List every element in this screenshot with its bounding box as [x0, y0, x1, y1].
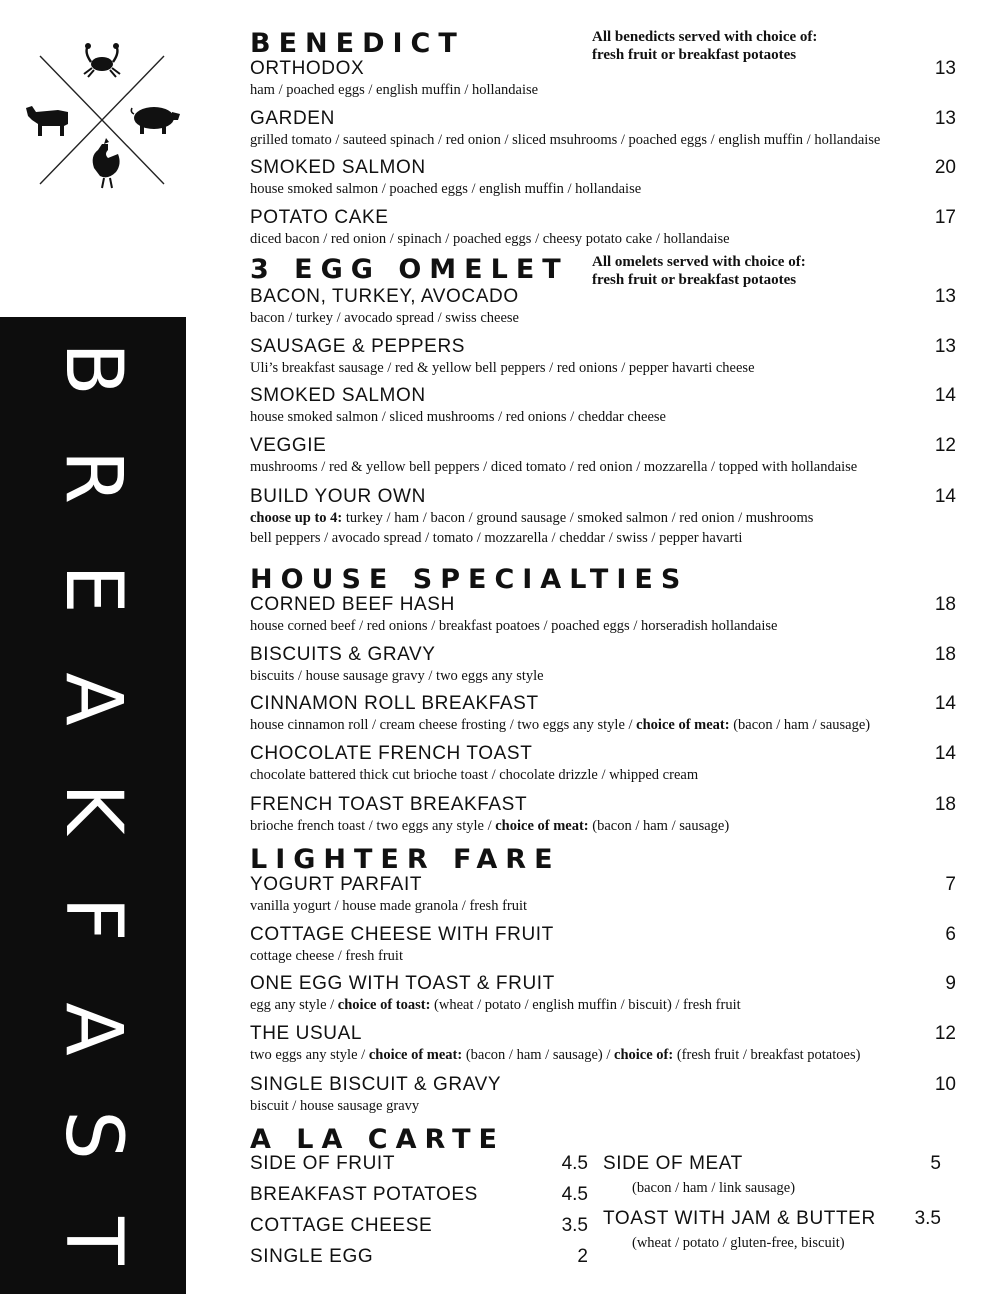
carte-item: [603, 1208, 941, 1230]
sidebar-letter: S: [48, 1110, 138, 1160]
item-price: 14: [934, 693, 956, 714]
item-description: diced bacon / red onion / spinach / poached eggs / cheesy potato cake / hollandaise: [250, 231, 730, 247]
item-description: (bacon / ham / link sausage): [632, 1180, 796, 1196]
item-price: 3.5: [914, 1208, 941, 1229]
item-price: 6: [945, 924, 956, 945]
item-name: POTATO CAKE: [250, 207, 389, 228]
item-price: 14: [934, 743, 956, 764]
sidebar-letter: F: [48, 896, 138, 942]
item-name: VEGGIE: [250, 435, 327, 456]
crab-icon: [84, 43, 120, 77]
item-name: FRENCH TOAST BREAKFAST: [250, 794, 528, 815]
item-name: ONE EGG WITH TOAST & FRUIT: [250, 973, 555, 994]
item-price: 7: [945, 874, 956, 895]
sidebar-letter: A: [48, 672, 138, 726]
menu-item: [250, 286, 956, 328]
item-price: 13: [934, 286, 956, 307]
item-description: vanilla yogurt / house made granola / fresh fruit: [250, 898, 528, 914]
item-name: BACON, TURKEY, AVOCADO: [250, 286, 519, 307]
pig-icon: [131, 107, 180, 134]
sidebar-letter: B: [48, 342, 138, 396]
item-description: bacon / turkey / avocado spread / swiss cheese: [250, 310, 519, 326]
item-price: 12: [934, 1023, 956, 1044]
item-name: CHOCOLATE FRENCH TOAST: [250, 743, 533, 764]
section-title-omelet: 3 EGG OMELET: [250, 254, 569, 285]
item-description: grilled tomato / sauteed spinach / red onion / sliced msuhrooms / poached eggs / english muffin / hollandaise: [250, 132, 881, 148]
item-name: BREAKFAST POTATOES: [250, 1184, 478, 1205]
item-name: TOAST WITH JAM & BUTTER: [603, 1208, 876, 1229]
item-name: ORTHODOX: [250, 58, 365, 79]
item-description: cottage cheese / fresh fruit: [250, 948, 403, 964]
menu-item: [250, 58, 956, 100]
item-name: BUILD YOUR OWN: [250, 486, 426, 507]
item-name: SAUSAGE & PEPPERS: [250, 336, 466, 357]
menu-item: [250, 644, 956, 686]
item-price: 13: [934, 108, 956, 129]
item-name: SIDE OF MEAT: [603, 1153, 743, 1174]
section-title-house-specialties: HOUSE SPECIALTIES: [250, 564, 689, 595]
item-name: GARDEN: [250, 108, 335, 129]
chicken-icon: [93, 138, 120, 188]
item-price: 10: [934, 1074, 956, 1095]
menu-item: [250, 1074, 956, 1116]
item-price: 12: [934, 435, 956, 456]
menu-item: [250, 794, 956, 836]
section-title-benedict: BENEDICT: [250, 28, 465, 59]
item-price: 4.5: [561, 1184, 588, 1205]
item-description: Uli’s breakfast sausage / red & yellow bell peppers / red onions / pepper havarti cheese: [250, 360, 755, 376]
item-price: 13: [934, 336, 956, 357]
sidebar-letter: E: [48, 564, 138, 614]
menu-item: [250, 486, 956, 548]
item-name: SIDE OF FRUIT: [250, 1153, 396, 1174]
item-description: biscuits / house sausage gravy / two eggs any style: [250, 668, 544, 684]
item-price: 9: [945, 973, 956, 994]
item-price: 3.5: [561, 1215, 588, 1236]
sidebar-letter: T: [48, 1217, 138, 1265]
item-name: COTTAGE CHEESE WITH FRUIT: [250, 924, 554, 945]
menu-item: [250, 693, 956, 735]
item-name: SMOKED SALMON: [250, 385, 426, 406]
section-title-lighter-fare: LIGHTER FARE: [250, 844, 561, 875]
breakfast-sidebar: [0, 317, 186, 1294]
item-description: biscuit / house sausage gravy: [250, 1098, 420, 1114]
item-price: 13: [934, 58, 956, 79]
item-price: 14: [934, 486, 956, 507]
item-price: 14: [934, 385, 956, 406]
menu-item: [250, 336, 956, 378]
menu-item: [250, 207, 956, 249]
cow-icon: [26, 106, 68, 136]
item-price: 20: [934, 157, 956, 178]
item-name: SMOKED SALMON: [250, 157, 426, 178]
item-price: 5: [930, 1153, 941, 1174]
item-name: COTTAGE CHEESE: [250, 1215, 433, 1236]
item-description: house smoked salmon / sliced mushrooms / red onions / cheddar cheese: [250, 409, 666, 425]
item-description: choose up to 4: turkey / ham / bacon / ground sausage / smoked salmon / red onion / mushrooms: [250, 510, 814, 526]
item-name: CORNED BEEF HASH: [250, 594, 455, 615]
item-name: CINNAMON ROLL BREAKFAST: [250, 693, 539, 714]
item-price: 18: [934, 644, 956, 665]
item-description: house cinnamon roll / cream cheese frosting / two eggs any style / choice of meat: (bacon / ham / sausage): [250, 717, 871, 733]
carte-item: [250, 1215, 588, 1237]
item-description-line2: bell peppers / avocado spread / tomato / mozzarella / cheddar / swiss / pepper havarti: [250, 530, 743, 546]
item-name: BISCUITS & GRAVY: [250, 644, 436, 665]
item-price: 17: [934, 207, 956, 228]
menu-item: [250, 924, 956, 966]
carte-item: [603, 1153, 941, 1175]
menu-item: [250, 157, 956, 199]
benedict-note: All benedicts served with choice of: fresh fruit or breakfast potaotes: [592, 29, 818, 63]
farm-logo: [22, 40, 182, 200]
omelet-note: All omelets served with choice of: fresh fruit or breakfast potaotes: [592, 254, 806, 288]
item-description: (wheat / potato / gluten-free, biscuit): [632, 1235, 845, 1251]
menu-item: [250, 594, 956, 636]
carte-item: [250, 1246, 588, 1268]
menu-item: [250, 385, 956, 427]
carte-item: [250, 1184, 588, 1206]
section-title-a-la-carte: A LA CARTE: [250, 1124, 505, 1155]
sidebar-letter: A: [48, 1002, 138, 1056]
item-name: YOGURT PARFAIT: [250, 874, 423, 895]
sidebar-letter: R: [48, 449, 138, 505]
item-description: house smoked salmon / poached eggs / english muffin / hollandaise: [250, 181, 642, 197]
item-description: two eggs any style / choice of meat: (bacon / ham / sausage) / choice of: (fresh fruit / breakfast potatoes): [250, 1047, 861, 1063]
item-description: ham / poached eggs / english muffin / hollandaise: [250, 82, 539, 98]
item-description: mushrooms / red & yellow bell peppers / diced tomato / red onion / mozzarella / topped with hollandaise: [250, 459, 858, 475]
item-description: brioche french toast / two eggs any style / choice of meat: (bacon / ham / sausage): [250, 818, 730, 834]
menu-item: [250, 108, 956, 150]
item-price: 18: [934, 794, 956, 815]
item-description: house corned beef / red onions / breakfast poatoes / poached eggs / horseradish hollandaise: [250, 618, 778, 634]
sidebar-letter: K: [48, 783, 138, 835]
item-name: SINGLE BISCUIT & GRAVY: [250, 1074, 502, 1095]
menu-item: [250, 1023, 956, 1065]
item-description: egg any style / choice of toast: (wheat / potato / english muffin / biscuit) / fresh fruit: [250, 997, 741, 1013]
item-price: 18: [934, 594, 956, 615]
item-name: THE USUAL: [250, 1023, 363, 1044]
item-name: SINGLE EGG: [250, 1246, 374, 1267]
item-price: 4.5: [561, 1153, 588, 1174]
menu-item: [250, 743, 956, 785]
carte-item: [250, 1153, 588, 1175]
item-description: chocolate battered thick cut brioche toast / chocolate drizzle / whipped cream: [250, 767, 699, 783]
menu-item: [250, 973, 956, 1015]
item-price: 2: [577, 1246, 588, 1267]
menu-item: [250, 435, 956, 477]
menu-item: [250, 874, 956, 916]
